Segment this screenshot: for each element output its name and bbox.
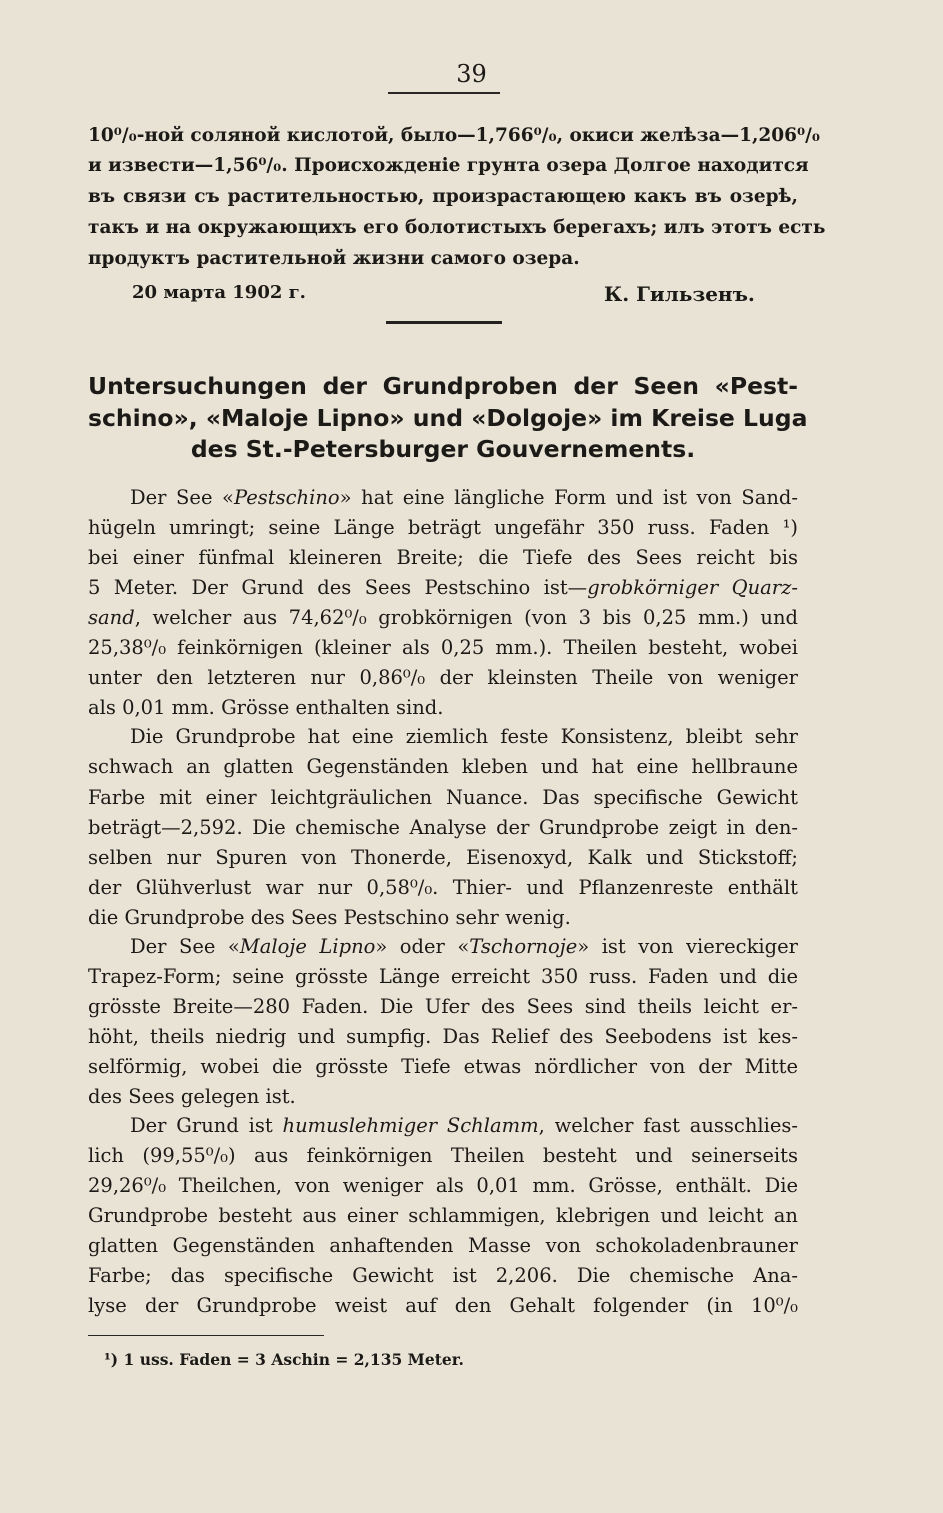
author-signature: К. Гильзенъ. bbox=[604, 282, 755, 306]
ru-line-2: и извести—1,56⁰/₀. Происхожденіе грунта озера Долгое находится bbox=[88, 155, 809, 176]
p1-line-5: sand, welcher aus 74,62⁰/₀ grobkörnigen (von 3 bis 0,25 mm.) und bbox=[88, 606, 798, 629]
letter-date: 20 марта 1902 г. bbox=[132, 282, 306, 303]
ru-line-5: продуктъ растительной жизни самого озера. bbox=[88, 248, 580, 269]
p4-line-1: Der Grund ist humuslehmiger Schlamm, welcher fast ausschlies- bbox=[130, 1114, 799, 1137]
p4-line-4: Grundprobe besteht aus einer schlammigen, klebrigen und leicht an bbox=[88, 1204, 798, 1227]
p1-line-7: unter den letzteren nur 0,86⁰/₀ der kleinsten Theile von weniger bbox=[88, 666, 798, 689]
p3-line-5: selförmig, wobei die grösste Tiefe etwas nördlicher von der Mitte bbox=[88, 1055, 798, 1078]
ru-line-1: 10⁰/₀-ной соляной кислотой, было—1,766⁰/₀, окиси желѣза—1,206⁰/₀ bbox=[88, 125, 820, 146]
ru-line-3: въ связи съ растительностью, произрастающею какъ въ озерѣ, bbox=[88, 186, 798, 207]
p4-line-7: lyse der Grundprobe weist auf den Gehalt folgender (in 10⁰/₀ bbox=[88, 1294, 798, 1317]
section-separator bbox=[386, 321, 502, 324]
page-number: 39 bbox=[456, 60, 487, 88]
p2-line-7: die Grundprobe des Sees Pestschino sehr wenig. bbox=[88, 906, 571, 929]
title-line-1: Untersuchungen der Grundproben der Seen «Pest- bbox=[88, 372, 798, 400]
p2-line-4: beträgt—2,592. Die chemische Analyse der Grundprobe zeigt in den- bbox=[88, 816, 798, 839]
p2-line-2: schwach an glatten Gegenständen kleben und hat eine hellbraune bbox=[88, 755, 798, 778]
p1-line-8: als 0,01 mm. Grösse enthalten sind. bbox=[88, 696, 444, 719]
p3-line-1: Der See «Maloje Lipno» oder «Tschornoje» ist von viereckiger bbox=[130, 935, 798, 958]
p2-line-1: Die Grundprobe hat eine ziemlich feste Konsistenz, bleibt sehr bbox=[130, 725, 798, 748]
p1-line-4: 5 Meter. Der Grund des Sees Pestschino ist—grobkörniger Quarz- bbox=[88, 576, 798, 599]
p3-line-3: grösste Breite—280 Faden. Die Ufer des Sees sind theils leicht er- bbox=[88, 995, 798, 1018]
p4-line-2: lich (99,55⁰/₀) aus feinkörnigen Theilen besteht und seinerseits bbox=[88, 1144, 798, 1167]
p4-line-3: 29,26⁰/₀ Theilchen, von weniger als 0,01 mm. Grösse, enthält. Die bbox=[88, 1174, 798, 1197]
p2-line-6: der Glühverlust war nur 0,58⁰/₀. Thier- und Pflanzenreste enthält bbox=[88, 876, 798, 899]
p4-line-5: glatten Gegenständen anhaftenden Masse von schokoladenbrauner bbox=[88, 1234, 798, 1257]
p2-line-3: Farbe mit einer leichtgräulichen Nuance. Das specifische Gewicht bbox=[88, 786, 798, 809]
p4-line-6: Farbe; das specifische Gewicht ist 2,206. Die chemische Ana- bbox=[88, 1264, 798, 1287]
p1-line-3: bei einer fünfmal kleineren Breite; die Tiefe des Sees reicht bis bbox=[88, 546, 798, 569]
p3-line-2: Trapez-Form; seine grösste Länge erreicht 350 russ. Faden und die bbox=[88, 965, 798, 988]
p3-line-4: höht, theils niedrig und sumpfig. Das Relief des Seebodens ist kes- bbox=[88, 1025, 798, 1048]
footnote-rule bbox=[88, 1335, 324, 1336]
p1-line-1: Der See «Pestschino» hat eine längliche Form und ist von Sand- bbox=[130, 486, 799, 509]
page-number-rule bbox=[388, 92, 500, 94]
title-line-2: schino», «Maloje Lipno» und «Dolgoje» im Kreise Luga bbox=[88, 404, 808, 432]
footnote: ¹) 1 uss. Faden = 3 Aschin = 2,135 Meter. bbox=[104, 1350, 464, 1369]
p1-line-6: 25,38⁰/₀ feinkörnigen (kleiner als 0,25 mm.). Theilen besteht, wobei bbox=[88, 636, 798, 659]
p3-line-6: des Sees gelegen ist. bbox=[88, 1085, 296, 1108]
title-line-3: des St.-Petersburger Gouvernements. bbox=[190, 435, 696, 463]
p1-line-2: hügeln umringt; seine Länge beträgt ungefähr 350 russ. Faden ¹) bbox=[88, 516, 798, 539]
p2-line-5: selben nur Spuren von Thonerde, Eisenoxyd, Kalk und Stickstoff; bbox=[88, 846, 798, 869]
ru-line-4: такъ и на окружающихъ его болотистыхъ берегахъ; илъ этотъ есть bbox=[88, 217, 826, 238]
